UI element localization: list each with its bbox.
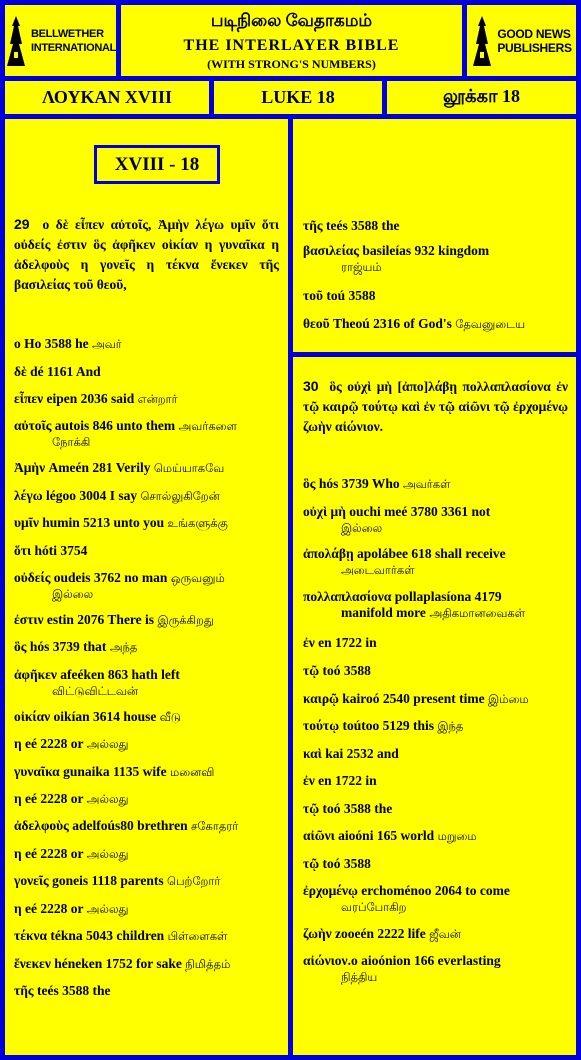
word-continuation: ராஜ்யம் [341, 260, 382, 274]
tamil-gloss: அல்லது [86, 847, 129, 861]
word-line: οἰκίαν oikían 3614 house [14, 709, 157, 724]
left-logo-line-2: INTERNATIONAL [30, 41, 117, 54]
word-entry [14, 364, 279, 380]
word-line: Ἀμὴν Ameén 281 Verily [14, 460, 151, 475]
word-line: τῆς teés 3588 the [14, 983, 111, 998]
word-entry [14, 928, 279, 944]
word-entry [14, 901, 279, 917]
right-logo-line-2: PUBLISHERS [497, 40, 572, 55]
word-line: οὐδείς oudeis 3762 no man [14, 570, 168, 585]
tamil-gloss: இம்மை [488, 692, 529, 706]
title-header [121, 5, 462, 76]
verse-number: 30 [303, 378, 319, 394]
word-line: καὶ kai 2532 and [303, 746, 399, 761]
word-line: αὐτοῖς autois 846 unto them [14, 418, 176, 433]
word-continuation: விட்டுவிட்டவன் [52, 684, 139, 698]
english-book-title: LUKE 18 [214, 81, 382, 114]
tamil-gloss: ஜீவன் [429, 927, 461, 941]
word-line: ἐν en 1722 in [303, 635, 377, 650]
word-entry [303, 546, 568, 578]
word-entry [303, 856, 568, 872]
word-line: πολλαπλασίονα pollaplasíona 4179 [303, 589, 502, 604]
verse-text: ὃς οὐχὶ μὴ [ἀπο]λάβῃ πολλαπλασίονα ἐν τῷ καιρῷ τούτῳ καὶ ἐν τῷ αἰῶνι τῷ ἐρχομένῳ ζωὴν αἰώνιον. [303, 379, 568, 434]
tamil-gloss: மெய்யாகவே [153, 461, 225, 475]
word-line: ἀδελφοὺς adelfoús80 brethren [14, 818, 188, 833]
right-top-word-list [303, 218, 568, 348]
verse-29 [14, 214, 279, 295]
word-entry [303, 635, 568, 651]
english-title: THE INTERLAYER BIBLE [183, 37, 400, 54]
tamil-gloss: உங்களுக்கு [167, 516, 228, 530]
tamil-gloss: அல்லது [86, 902, 129, 916]
word-continuation: இல்லை [52, 587, 94, 601]
good-news-logo [467, 5, 576, 76]
tamil-gloss: இந்த [437, 719, 464, 733]
tamil-gloss: மனைவி [169, 765, 215, 779]
word-entry [14, 570, 279, 602]
word-entry [303, 243, 568, 275]
word-line: γυναῖκα gunaika 1135 wife [14, 764, 167, 779]
tamil-gloss: அவர் [92, 337, 122, 351]
tamil-title: படிநிலை வேதாகமம் [210, 11, 373, 30]
word-line: θεοῦ Theoú 2316 of God's [303, 316, 452, 331]
word-line: ἐν en 1722 in [303, 773, 377, 788]
tower-icon [5, 16, 27, 66]
word-entry [303, 828, 568, 844]
tamil-gloss: வீடு [159, 710, 181, 724]
word-entry [303, 718, 568, 734]
word-entry [14, 515, 279, 531]
tamil-gloss: அல்லது [86, 792, 129, 806]
right-logo-line-1: GOOD NEWS [497, 26, 571, 41]
word-entry [14, 460, 279, 476]
word-entry [14, 791, 279, 807]
word-line: ὃς hós 3739 Who [303, 476, 400, 491]
word-entry [303, 476, 568, 492]
word-line: τοῦ toú 3588 [303, 288, 376, 303]
word-entry [303, 589, 568, 621]
tamil-gloss: அந்த [109, 640, 138, 654]
word-entry [303, 288, 568, 304]
word-entry [14, 736, 279, 752]
word-entry [14, 846, 279, 862]
right-bottom-word-list [303, 476, 568, 984]
word-line: λέγω légoo 3004 I say [14, 488, 138, 503]
word-entry [14, 983, 279, 999]
tamil-gloss: இருக்கிறது [157, 613, 214, 627]
verse-text: ο δὲ εἶπεν αὐτοῖς, Ἀμὴν λέγω υμῖν ὅτι οὐδείς ἐστιν ὃς ἀφῆκεν οἰκίαν η γυναῖκα η ἀδελφοὺς η γονεῖς η τέκνα ἕνεκεν τῆς βασιλείας τοῦ θεοῦ, [14, 217, 279, 292]
word-line: υμῖν humin 5213 unto you [14, 515, 165, 530]
tamil-gloss: என்றார் [137, 392, 178, 406]
word-continuation: நோக்கி [52, 435, 91, 449]
word-entry [14, 543, 279, 559]
tamil-gloss: தேவனுடைய [455, 317, 526, 331]
word-line: η eé 2228 or [14, 736, 84, 751]
word-line: τῷ toó 3588 [303, 663, 371, 678]
subtitle: (WITH STRONG'S NUMBERS) [207, 57, 376, 71]
word-entry [303, 953, 568, 985]
word-line: καιρῷ kairoó 2540 present time [303, 691, 485, 706]
word-line: γονεῖς goneis 1118 parents [14, 873, 164, 888]
word-entry [14, 818, 279, 834]
word-entry [303, 883, 568, 915]
right-bottom-column [303, 376, 568, 437]
word-line: αἰώνιον.ο aioónion 166 everlasting [303, 953, 501, 968]
word-line: ζωὴν zooeén 2222 life [303, 926, 426, 941]
tamil-gloss: சகோதரர் [190, 819, 239, 833]
word-line: αἰῶνι aioóni 165 world [303, 828, 435, 843]
word-line: τῷ toó 3588 [303, 856, 371, 871]
verse-number: 29 [14, 216, 30, 232]
word-line: δὲ dé 1161 And [14, 364, 101, 379]
word-entry [303, 316, 568, 332]
word-continuation: manifold more அதிகமானவைகள் [341, 605, 526, 620]
word-entry [303, 691, 568, 707]
word-entry [14, 336, 279, 352]
word-entry [303, 504, 568, 536]
left-logo-line-1: BELLWETHER [30, 27, 104, 40]
word-line: ο Ho 3588 he [14, 336, 89, 351]
word-entry [14, 709, 279, 725]
word-entry [14, 956, 279, 972]
word-line: ἐρχομένῳ erchoménoo 2064 to come [303, 883, 510, 898]
word-line: οὐχὶ μὴ ouchi meé 3780 3361 not [303, 504, 491, 519]
word-entry [14, 639, 279, 655]
greek-book-title: ΛΟΥΚΑΝ XVIII [5, 81, 209, 114]
word-line: ἕνεκεν héneken 1752 for sake [14, 956, 182, 971]
word-entry [303, 218, 568, 234]
tower-icon [471, 16, 493, 66]
tamil-gloss: நிமித்தம் [185, 957, 231, 971]
tamil-gloss: அவர்களை [178, 419, 237, 433]
word-line: εἶπεν eipen 2036 said [14, 391, 135, 406]
word-line: τούτῳ toútoo 5129 this [303, 718, 434, 733]
tamil-gloss: சொல்லுகிறேன் [140, 489, 220, 503]
word-line: ἀφῆκεν afeéken 863 hath left [14, 667, 180, 682]
tamil-gloss: அவர்கள் [402, 477, 451, 491]
word-entry [303, 663, 568, 679]
word-continuation: நித்திய [341, 970, 378, 984]
word-continuation: இல்லை [341, 521, 383, 535]
word-line: ὅτι hóti 3754 [14, 543, 88, 558]
word-line: η eé 2228 or [14, 901, 84, 916]
word-entry [14, 873, 279, 889]
word-entry [303, 746, 568, 762]
word-entry [14, 667, 279, 699]
tamil-gloss: பெற்றோர் [167, 874, 221, 888]
left-word-list [14, 336, 279, 1016]
word-line: ἐστιν estin 2076 There is [14, 612, 155, 627]
word-continuation: வரப்போகிற [341, 900, 407, 914]
word-entry [303, 773, 568, 789]
word-line: η eé 2228 or [14, 791, 84, 806]
verse-label: XVIII - 18 [94, 145, 220, 184]
word-line: τέκνα tékna 5043 children [14, 928, 165, 943]
word-entry [14, 764, 279, 780]
word-entry [14, 418, 279, 450]
word-line: τῷ toó 3588 the [303, 801, 393, 816]
word-entry [303, 801, 568, 817]
tamil-gloss: ஒருவனும் [170, 571, 225, 585]
word-line: βασιλείας basileías 932 kingdom [303, 243, 490, 258]
tamil-book-title: லூக்கா 18 [387, 81, 576, 114]
left-column [14, 214, 279, 295]
word-line: η eé 2228 or [14, 846, 84, 861]
tamil-gloss: மறுமை [437, 829, 477, 843]
tamil-gloss: அதிகமானவைகள் [425, 606, 526, 620]
verse-30 [303, 376, 568, 437]
tamil-gloss: பிள்ளைகள் [167, 929, 228, 943]
word-entry [14, 391, 279, 407]
word-entry [14, 612, 279, 628]
word-line: τῆς teés 3588 the [303, 218, 400, 233]
bellwether-logo [5, 5, 116, 76]
word-line: ὃς hós 3739 that [14, 639, 107, 654]
word-entry [303, 926, 568, 942]
word-line: ἀπολάβῃ apolábee 618 shall receive [303, 546, 506, 561]
word-continuation: அடைவார்கள் [341, 563, 415, 577]
word-entry [14, 488, 279, 504]
tamil-gloss: அல்லது [86, 737, 129, 751]
